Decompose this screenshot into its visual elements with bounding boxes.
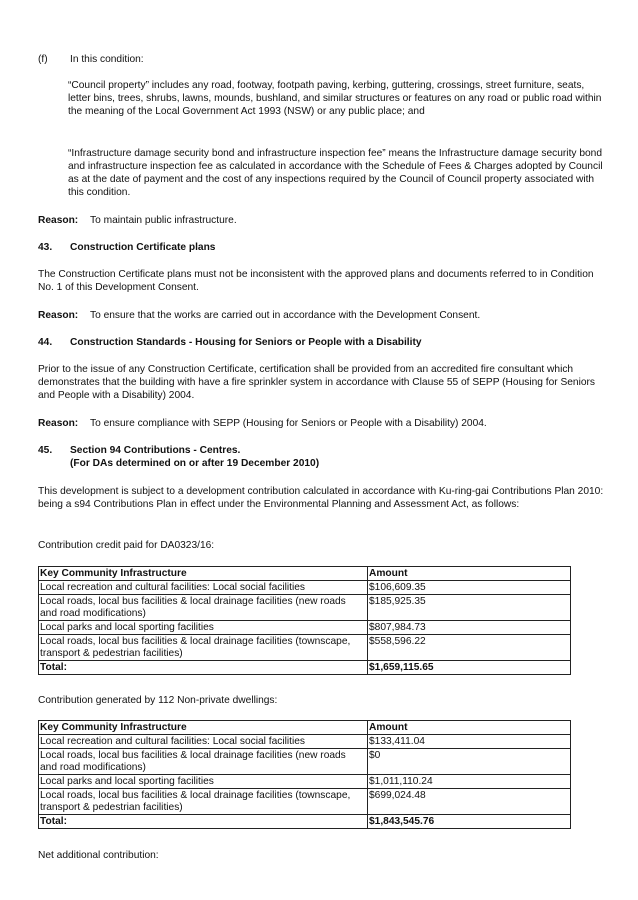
condition-f-label: (f) (38, 54, 48, 65)
condition-44-number: 44. (38, 337, 53, 348)
row-amount: $699,024.48 (368, 789, 571, 815)
row-amount: $185,925.35 (368, 595, 571, 621)
table-row (39, 735, 571, 749)
header-infrastructure: Key Community Infrastructure (39, 721, 368, 735)
council-property-definition: “Council property” includes any road, footway, footpath paving, kerbing, guttering, crossings, street furniture, seats, letter bins, trees, shrubs, lawns, mounds, bushland, and similar structures or features on any road or public road within the meaning of the Local Government Act 1993 (NSW) or any public place; and (68, 80, 602, 117)
condition-43-heading (38, 241, 604, 254)
total-label: Total: (39, 815, 368, 829)
credit-table (38, 566, 571, 675)
table-header-row (39, 567, 571, 581)
header-infrastructure: Key Community Infrastructure (39, 567, 368, 581)
row-item: Local recreation and cultural facilities: Local social facilities (39, 581, 368, 595)
condition-45-title: Section 94 Contributions - Centres. (70, 445, 241, 456)
reason-label: Reason: (38, 418, 79, 429)
row-item: Local parks and local sporting facilities (39, 621, 368, 635)
table-row (39, 789, 571, 815)
row-amount: $558,596.22 (368, 635, 571, 661)
table-total-row (39, 815, 571, 829)
row-item: Local roads, local bus facilities & local drainage facilities (new roads and road modifications) (39, 749, 368, 775)
bond-definition: “Infrastructure damage security bond and infrastructure inspection fee” means the Infrastructure damage security bond and infrastructure inspection fee as calculated in accordance with the Schedule of Fees & Charges adopted by Council as at the date of payment and the cost of any inspections required by the Council of Council property associated with this condition. (68, 148, 603, 198)
table-total-row (39, 661, 571, 675)
reason-text: To ensure compliance with SEPP (Housing for Seniors or People with a Disability) 2004. (90, 418, 487, 429)
condition-43-title: Construction Certificate plans (70, 242, 216, 253)
condition-f-intro-text: In this condition: (70, 54, 144, 65)
total-label: Total: (39, 661, 368, 675)
condition-f-intro (38, 53, 604, 66)
total-amount: $1,659,115.65 (368, 661, 571, 675)
row-amount: $133,411.04 (368, 735, 571, 749)
reason-43 (38, 309, 604, 322)
row-amount: $1,011,110.24 (368, 775, 571, 789)
reason-44 (38, 417, 604, 430)
table-row (39, 635, 571, 661)
generated-caption: Contribution generated by 112 Non-private dwellings: (38, 695, 278, 706)
table-row (39, 595, 571, 621)
reason-label: Reason: (38, 215, 79, 226)
condition-45-number: 45. (38, 445, 53, 456)
row-item: Local recreation and cultural facilities: Local social facilities (39, 735, 368, 749)
table-row (39, 621, 571, 635)
condition-44-heading (38, 336, 604, 349)
condition-45-subtitle: (For DAs determined on or after 19 December 2010) (70, 458, 320, 469)
table-header-row (39, 721, 571, 735)
row-amount: $807,984.73 (368, 621, 571, 635)
condition-43-number: 43. (38, 242, 53, 253)
row-item: Local roads, local bus facilities & local drainage facilities (townscape, transport & pedestrian facilities) (39, 789, 368, 815)
condition-44-title: Construction Standards - Housing for Seniors or People with a Disability (70, 337, 422, 348)
header-amount: Amount (368, 567, 571, 581)
condition-45-body: This development is subject to a development contribution calculated in accordance with Ku-ring-gai Contributions Plan 2010: being a s94 Contributions Plan in effect under the Environmental Planning and Assessment Act, as follows: (38, 486, 604, 510)
row-item: Local roads, local bus facilities & local drainage facilities (new roads and road modifications) (39, 595, 368, 621)
row-item: Local roads, local bus facilities & local drainage facilities (townscape, transport & pedestrian facilities) (39, 635, 368, 661)
row-amount: $0 (368, 749, 571, 775)
table-row (39, 775, 571, 789)
reason-text: To maintain public infrastructure. (90, 215, 237, 226)
header-amount: Amount (368, 721, 571, 735)
row-amount: $106,609.35 (368, 581, 571, 595)
generated-table (38, 720, 571, 829)
condition-45-heading (38, 444, 604, 457)
table-row (39, 749, 571, 775)
net-caption: Net additional contribution: (38, 850, 159, 861)
table-row (39, 581, 571, 595)
condition-43-body: The Construction Certificate plans must not be inconsistent with the approved plans and documents referred to in Condition No. 1 of this Development Consent. (38, 269, 594, 293)
reason-42 (38, 214, 604, 227)
condition-44-body: Prior to the issue of any Construction Certificate, certification shall be provided from an accredited fire consultant which demonstrates that the building with have a fire sprinkler system in accordance with Clause 55 of SEPP (Housing for Seniors and People with a Disability) 2004. (38, 364, 596, 401)
total-amount: $1,843,545.76 (368, 815, 571, 829)
reason-label: Reason: (38, 310, 79, 321)
row-item: Local parks and local sporting facilities (39, 775, 368, 789)
reason-text: To ensure that the works are carried out in accordance with the Development Consent. (90, 310, 481, 321)
credit-caption: Contribution credit paid for DA0323/16: (38, 540, 215, 551)
